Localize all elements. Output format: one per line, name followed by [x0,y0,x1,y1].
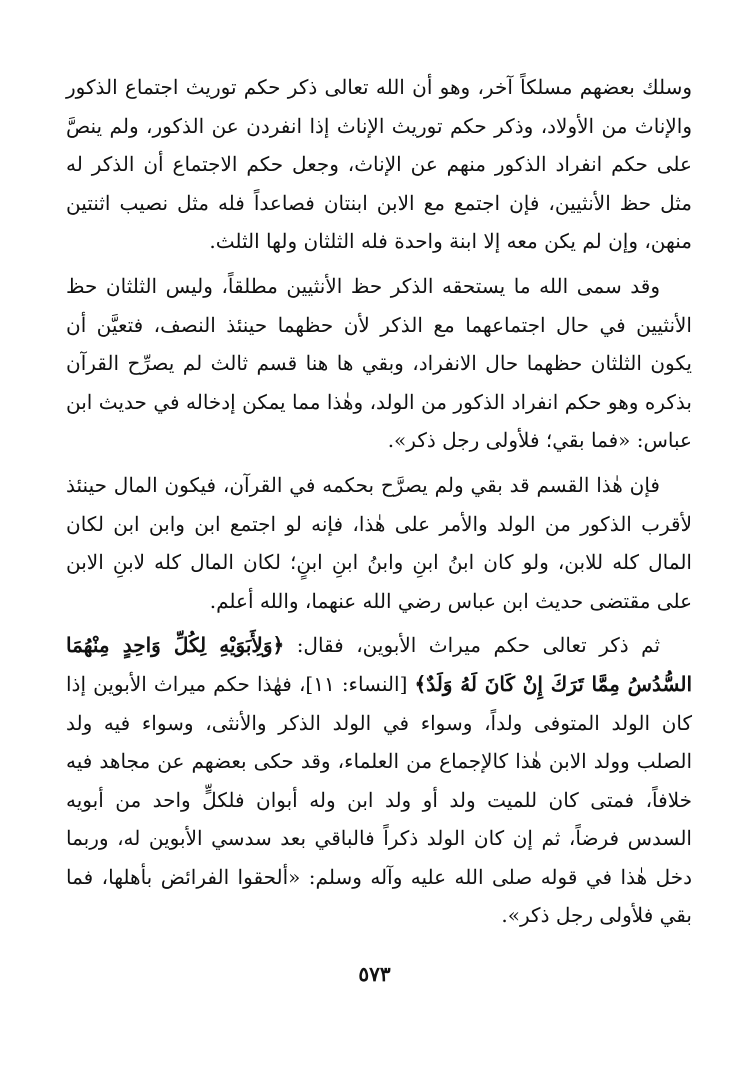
paragraph-3: فإن هٰذا القسم قد بقي ولم يصرَّح بحكمه في القرآن، فيكون المال حينئذ لأقرب الذكور من الولد والأمر على هٰذا، فإنه لو اجتمع ابن وابن ابن لكان المال كله للابن، ولو كان ابنُ ابنِ وابنُ ابنِ ابنٍ؛ لكان المال كله لابنِ الابن على مقتضى حديث ابن عباس رضي الله عنهما، والله أعلم. [66,472,692,613]
paragraph-2: وقد سمى الله ما يستحقه الذكر حظ الأنثيين مطلقاً، وليس الثلثان حظ الأنثيين في حال اجتماعهما مع الذكر لأن حظهما حينئذ النصف، فتعيَّن أن يكون الثلثان حظهما حال الانفراد، وبقي ها هنا قسم ثالث لم يصرِّح القرآن بذكره وهو حكم انفراد الذكور من الولد، وهٰذا مما يمكن إدخاله في حديث ابن عباس: «فما بقي؛ فلأولى رجل ذكر». [66,273,692,453]
paragraph-4-rest: [النساء: ١١]، فهٰذا حكم ميراث الأبوين إذا كان الولد المتوفى ولداً، وسواء في الولد الذكر والأنثى، وسواء فيه ولد الصلب وولد الابن هٰذا كالإجماع من العلماء، وقد حكى بعضهم عن مجاهد فيه خلافاً، فمتى كان للميت ولد أو ولد ابن وله أبوان فلكلٍّ واحد من أبويه السدس فرضاً، ثم إن كان الولد ذكراً فالباقي بعد سدسي الأبوين له، وربما دخل هٰذا في قوله صلى الله عليه وآله وسلم: «ألحقوا الفرائض بأهلها، فما بقي فلأولى رجل ذكر». [66,671,692,928]
paragraph-1: وسلك بعضهم مسلكاً آخر، وهو أن الله تعالى ذكر حكم توريث اجتماع الذكور والإناث من الأولاد، وذكر حكم توريث الإناث إذا انفردن عن الذكور، ولم ينصَّ على حكم انفراد الذكور منهم عن الإناث، وجعل حكم الاجتماع أن الذكر له مثل حظ الأنثيين، فإن اجتمع مع الابن ابنتان فصاعداً فله مثل نصيب اثنتين منهن، وإن لم يكن معه إلا ابنة واحدة فله الثلثان ولها الثلث. [66,75,692,254]
quran-verse: ﴿وَلِأَبَوَيْهِ لِكُلِّ وَاحِدٍ مِنْهُمَا السُّدُسُ مِمَّا تَرَكَ إِنْ كَانَ لَهُ وَلَدٌ﴾ [66,633,693,696]
body-text [66,68,692,941]
paragraph-4 [66,626,692,935]
page-number: ٥٧٣ [358,962,391,986]
paragraph-4-intro: ثم ذكر تعالى حكم ميراث الأبوين، فقال: [284,633,661,658]
